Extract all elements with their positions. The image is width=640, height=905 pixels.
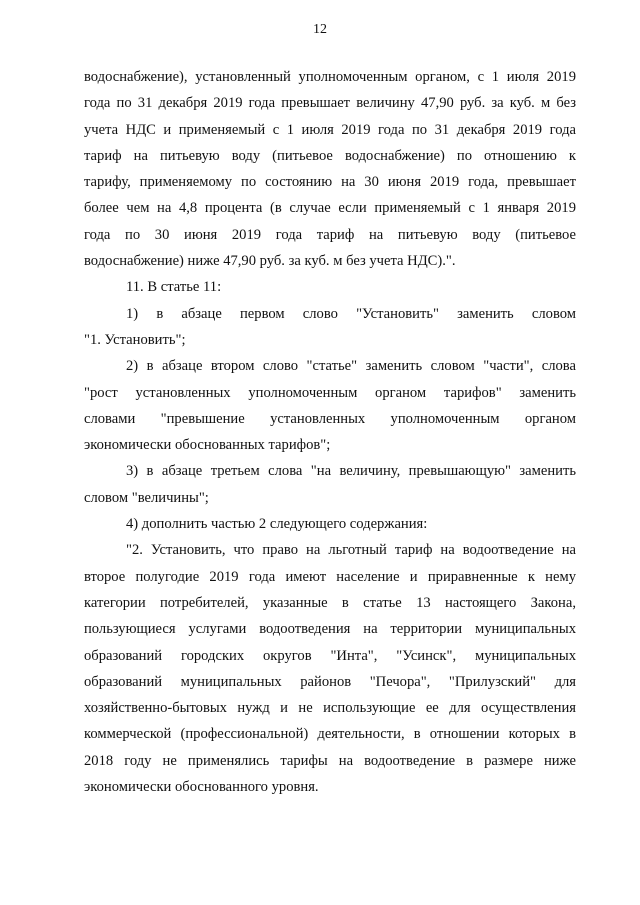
text-line: категории потребителей, указанные в статье 13 настоящего Закона, — [84, 594, 576, 611]
text-line: тариф на питьевую воду (питьевое водоснабжение) по отношению к — [84, 147, 576, 164]
document-body — [84, 64, 576, 800]
text-line: тарифу, применяемому по состоянию на 30 июня 2019 года, превышает — [84, 174, 576, 191]
text-line: "рост установленных уполномоченным органом тарифов" заменить — [84, 384, 576, 401]
text-line: образований городских округов "Инта", "Усинск", муниципальных — [84, 647, 576, 664]
text-line: словом "величины"; — [84, 489, 209, 506]
text-line: 3) в абзаце третьем слова "на величину, превышающую" заменить — [126, 463, 576, 480]
text-line: года по 30 июня 2019 года тариф на питьевую воду (питьевое — [84, 226, 576, 243]
text-line: коммерческой (профессиональной) деятельности, в отношении которых в — [84, 726, 576, 743]
text-line: образований муниципальных районов "Печора", "Прилузский" для — [84, 673, 576, 690]
text-line: года по 31 декабря 2019 года превышает величину 47,90 руб. за куб. м без — [84, 95, 576, 112]
text-line: водоснабжение), установленный уполномоченным органом, с 1 июля 2019 — [84, 69, 576, 85]
page-number: 12 — [313, 22, 327, 37]
text-line: "2. Установить, что право на льготный тариф на водоотведение на — [126, 542, 576, 559]
text-line: экономически обоснованного уровня. — [84, 779, 319, 796]
text-line: 1) в абзаце первом слово "Установить" заменить словом — [126, 305, 576, 322]
text-line: водоснабжение) ниже 47,90 руб. за куб. м без учета НДС).". — [84, 253, 456, 270]
text-line: более чем на 4,8 процента (в случае если применяемый с 1 января 2019 — [84, 200, 576, 217]
text-line: "1. Установить"; — [84, 331, 186, 348]
text-line: пользующиеся услугами водоотведения на территории муниципальных — [84, 621, 576, 638]
text-line: словами "превышение установленных уполномоченным органом — [84, 410, 576, 427]
text-line: хозяйственно-бытовых нужд и не использующие ее для осуществления — [84, 700, 576, 717]
text-line: 2) в абзаце втором слово "статье" заменить словом "части", слова — [126, 358, 576, 375]
text-line: второе полугодие 2019 года имеют население и приравненные к нему — [84, 568, 576, 585]
text-line: 2018 году не применялись тарифы на водоотведение в размере ниже — [84, 752, 576, 769]
text-line: учета НДС и применяемый с 1 июля 2019 года по 31 декабря 2019 года — [84, 121, 576, 138]
text-line: 11. В статье 11: — [126, 279, 222, 296]
text-line: 4) дополнить частью 2 следующего содержания: — [126, 516, 428, 533]
text-line: экономически обоснованных тарифов"; — [84, 437, 331, 454]
